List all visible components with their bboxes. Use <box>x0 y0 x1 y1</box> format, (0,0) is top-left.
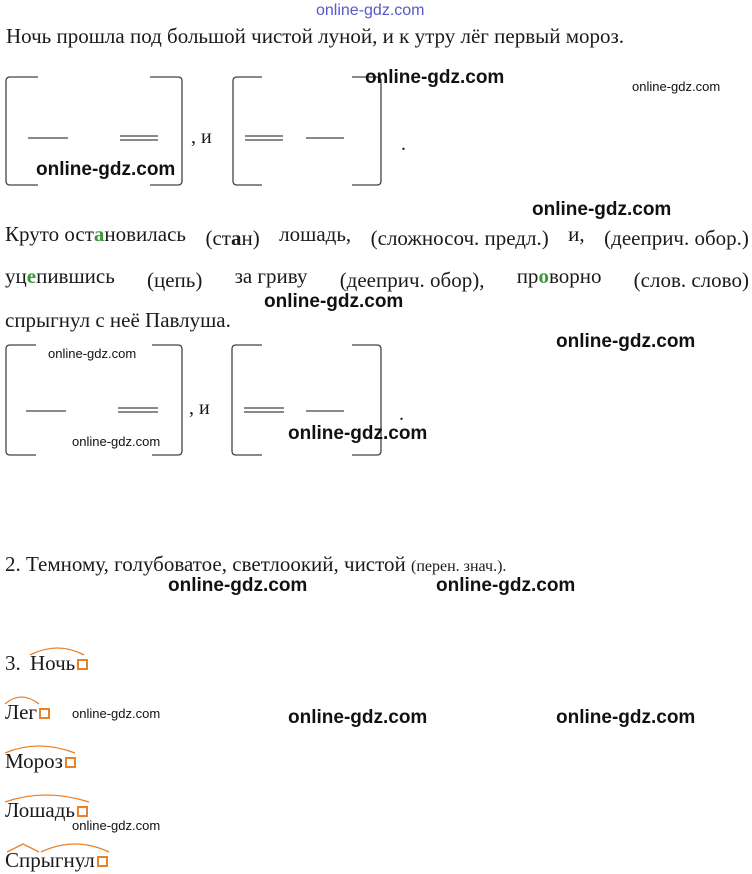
bracket-right-close <box>352 77 381 185</box>
word: и, <box>568 222 585 246</box>
word: уцепившись <box>5 264 115 288</box>
note: (стан) <box>205 226 260 250</box>
scheme-2-conjunction: , и <box>189 397 210 419</box>
scheme-1-period: . <box>401 133 406 155</box>
watermark: online-gdz.com <box>365 67 505 88</box>
ending-box <box>39 708 50 719</box>
watermark: online-gdz.com <box>288 423 428 444</box>
ending-box <box>65 757 76 768</box>
task-3-prefix: 3. <box>5 651 21 675</box>
watermark: online-gdz.com <box>48 346 137 361</box>
ending-box <box>77 659 88 670</box>
watermark: online-gdz.com <box>436 575 576 596</box>
watermark: online-gdz.com <box>532 199 672 220</box>
morph-word: Ночь <box>30 651 88 676</box>
scheme-1-conjunction: , и <box>191 126 212 148</box>
watermark: online-gdz.com <box>288 707 428 728</box>
sentence-2-line-3: спрыгнул с неё Павлуша. <box>5 308 231 332</box>
sentence-2-line-1 <box>5 222 749 251</box>
ending-box <box>77 806 88 817</box>
watermark: online-gdz.com <box>632 79 721 94</box>
watermark: online-gdz.com <box>36 159 176 180</box>
bracket-right-open <box>232 345 262 455</box>
watermark: online-gdz.com <box>264 291 404 312</box>
note: (дееприч. обор.) <box>604 226 749 250</box>
morph-word: Спрыгнул <box>5 848 108 873</box>
bracket-left-open <box>6 345 36 455</box>
scheme-2-period: . <box>399 403 404 425</box>
note: (сложносоч. предл.) <box>370 226 549 250</box>
note: (дееприч. обор), <box>339 268 485 292</box>
morph-word: Лег <box>5 700 50 725</box>
watermark: online-gdz.com <box>72 434 161 449</box>
word: Круто остановилась <box>5 222 186 246</box>
sentence-2-line-2 <box>5 264 749 293</box>
ending-box <box>97 856 108 867</box>
task-2: 2. Темному, голубоватое, светлоокий, чистой (перен. знач.). <box>5 552 507 576</box>
morph-word: Лошадь <box>5 798 88 823</box>
word: лошадь, <box>279 222 352 246</box>
watermark: online-gdz.com <box>72 818 161 833</box>
watermark: online-gdz.com <box>72 706 161 721</box>
watermark: online-gdz.com <box>556 707 696 728</box>
watermark: online-gdz.com <box>556 331 696 352</box>
word: за гриву <box>234 264 308 288</box>
word: проворно <box>516 264 602 288</box>
note: (цепь) <box>146 268 203 292</box>
bracket-left-open <box>6 77 38 185</box>
sentence-1: Ночь прошла под большой чистой луной, и к утру лёг первый мороз. <box>6 24 625 48</box>
note: (слов. слово) <box>633 268 749 292</box>
watermark: online-gdz.com <box>168 575 308 596</box>
morph-word: Мороз <box>5 749 76 774</box>
bracket-right-open <box>233 77 262 185</box>
watermark-top: online-gdz.com <box>316 2 425 19</box>
